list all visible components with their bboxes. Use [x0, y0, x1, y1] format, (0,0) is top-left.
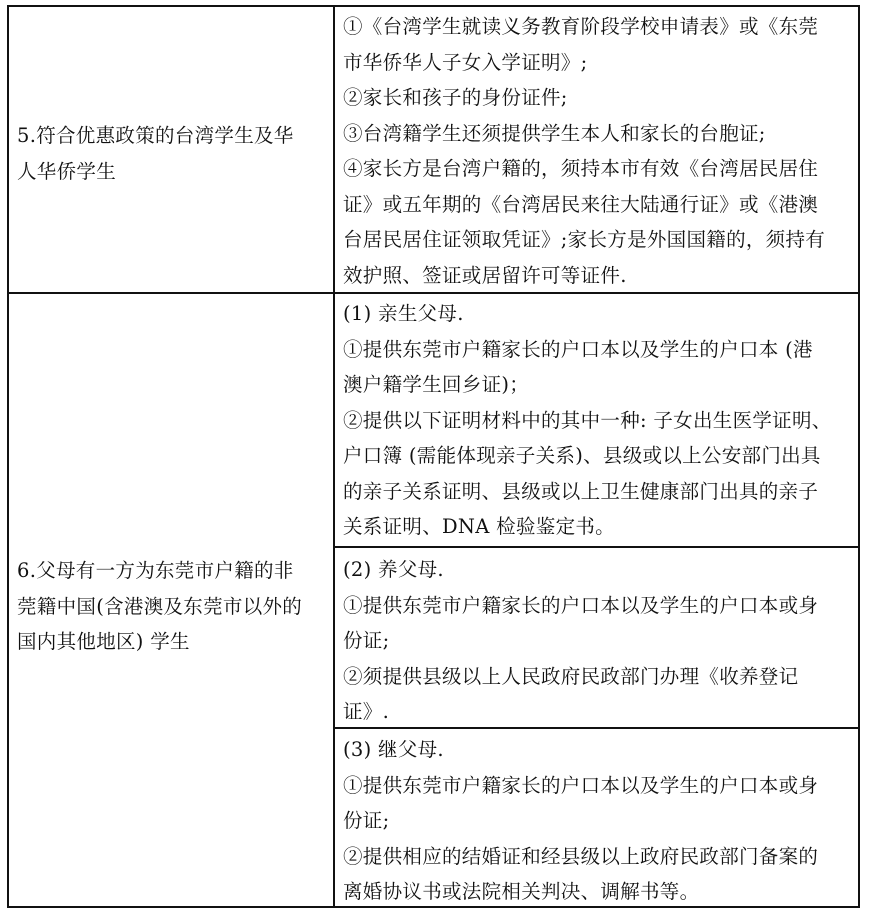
requirement-line: ④家长方是台湾户籍的，须持本市有效《台湾居民居住: [343, 157, 819, 180]
row6-category-cell: [17, 553, 302, 660]
requirement-line: 份证;: [343, 629, 390, 652]
step-parents-cell: [343, 732, 818, 910]
column-divider: [333, 5, 335, 908]
requirement-line: 市华侨华人子女入学证明》;: [343, 50, 588, 74]
row5-category-cell: [17, 118, 294, 189]
requirement-line: 效护照、签证或居留许可等证件.: [343, 263, 627, 287]
category-line: 国内其他地区) 学生: [17, 630, 190, 653]
subcell-divider: [333, 546, 860, 548]
category-line: 人华侨学生: [17, 159, 117, 183]
requirement-line: ①《台湾学生就读义务教育阶段学校申请表》或《东莞: [343, 15, 819, 38]
requirement-line: 离婚协议书或法院相关判决、调解书等。: [343, 880, 700, 903]
category-line: 5.符合优惠政策的台湾学生及华: [17, 124, 294, 147]
adoptive-parents-cell: [343, 552, 818, 730]
biological-parents-cell: [343, 296, 832, 545]
requirement-line: 份证;: [343, 809, 390, 832]
requirement-line: 户口簿 (需能体现亲子关系)、县级或以上公安部门出具: [343, 444, 821, 467]
requirement-line: ①提供东莞市户籍家长的户口本以及学生的户口本或身: [343, 593, 819, 617]
requirement-line: ③台湾籍学生还须提供学生本人和家长的台胞证;: [343, 121, 766, 145]
requirement-line: 的亲子关系证明、县级或以上卫生健康部门出具的亲子: [343, 479, 819, 503]
requirement-line: ②提供以下证明材料中的其中一种: 子女出生医学证明、: [343, 408, 832, 432]
subcell-heading: (2) 养父母.: [343, 558, 444, 581]
subcell-heading: (3) 继父母.: [343, 738, 444, 761]
requirement-line: 证》或五年期的《台湾居民来往大陆通行证》或《港澳: [343, 192, 819, 216]
subcell-heading: (1) 亲生父母.: [343, 302, 464, 325]
requirement-line: ①提供东莞市户籍家长的户口本以及学生的户口本 (港: [343, 337, 813, 361]
requirement-line: ②须提供县级以上人民政府民政部门办理《收养登记: [343, 664, 799, 688]
requirement-line: 关系证明、DNA 检验鉴定书。: [343, 515, 615, 538]
category-line: 莞籍中国(含港澳及东莞市以外的: [17, 594, 303, 618]
requirement-line: ②提供相应的结婚证和经县级以上政府民政部门备案的: [343, 844, 819, 868]
requirement-line: ①提供东莞市户籍家长的户口本以及学生的户口本或身: [343, 773, 819, 797]
row5-requirements-cell: [343, 9, 825, 293]
requirement-line: ②家长和孩子的身份证件;: [343, 86, 568, 109]
requirement-line: 台居民居住证领取凭证》;家长方是外国国籍的，须持有: [343, 228, 826, 251]
category-line: 6.父母有一方为东莞市户籍的非: [17, 559, 294, 582]
requirement-line: 证》.: [343, 700, 390, 723]
requirement-line: 澳户籍学生回乡证)；: [343, 373, 530, 396]
